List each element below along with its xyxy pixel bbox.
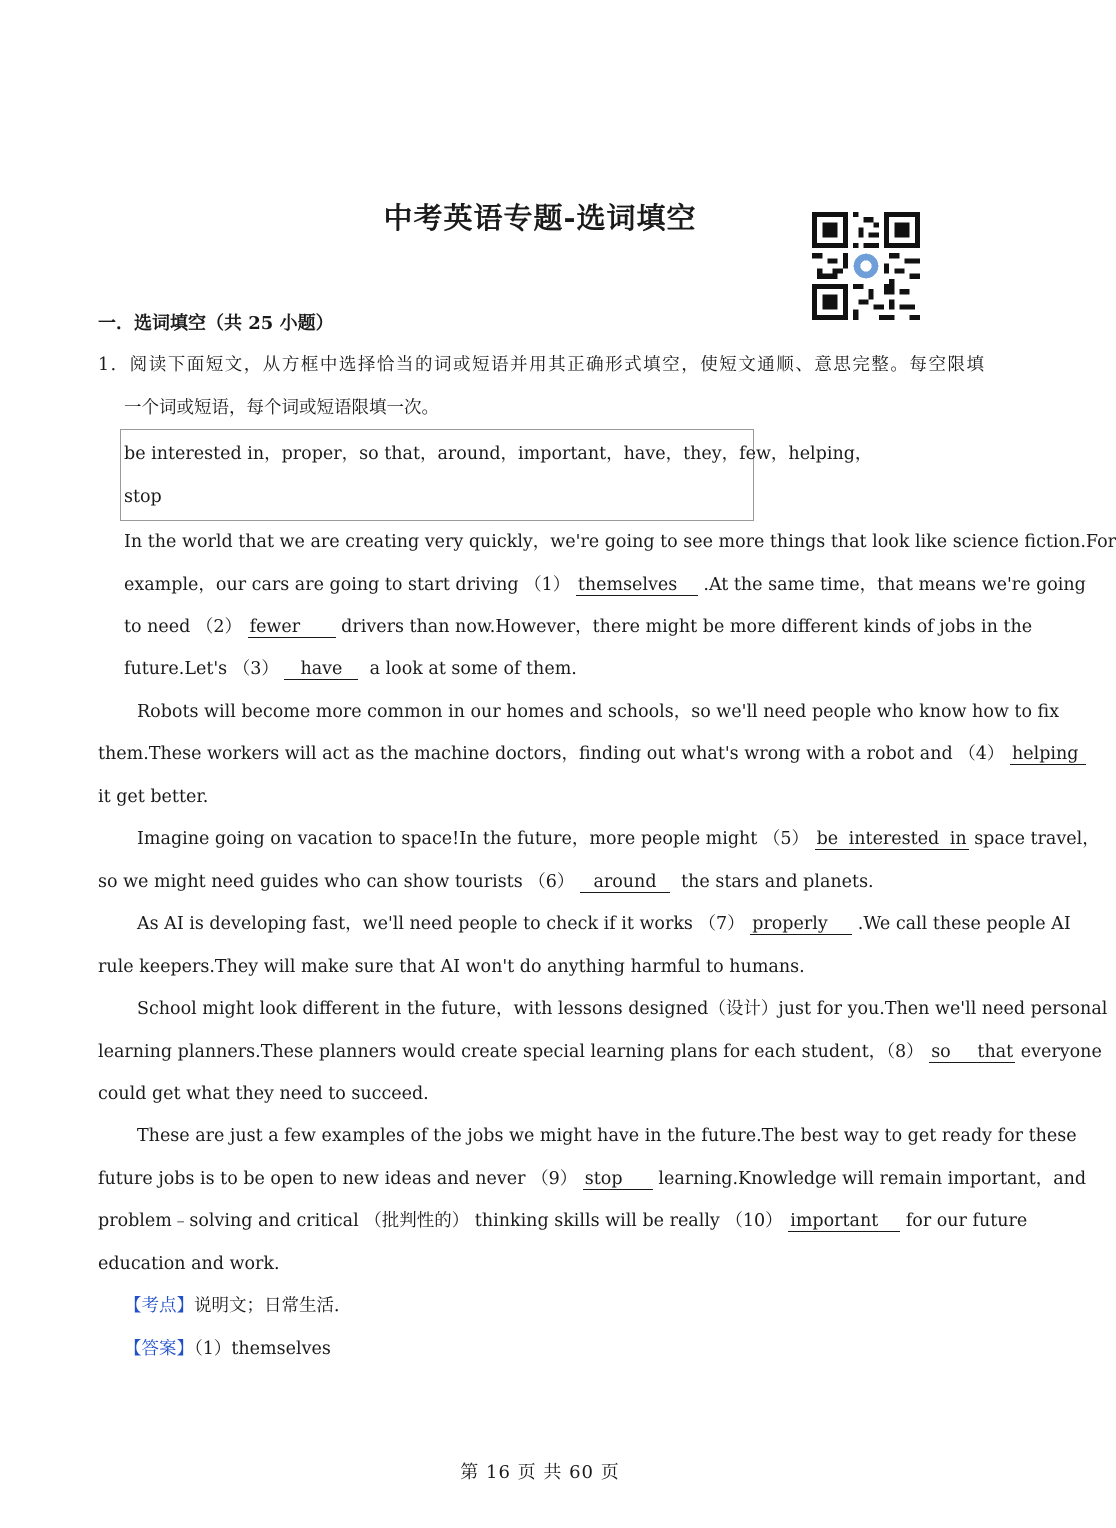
- page-footer: 第 16 页 共 60 页: [460, 1462, 620, 1483]
- answer-text: （1）themselves: [194, 1339, 331, 1359]
- answer-blank-10: important: [788, 1211, 900, 1232]
- passage-line: Robots will become more common in our homes and schools，so we'll need people who know how to fix: [137, 702, 1060, 722]
- passage-text: the stars and planets.: [681, 872, 874, 892]
- passage-text: As AI is developing fast，we'll need people to check if it works （7）: [137, 914, 745, 934]
- passage-text: everyone: [1020, 1042, 1102, 1062]
- answer-blank-8: so that: [931, 1042, 1014, 1062]
- passage-line: could get what they need to succeed.: [98, 1084, 429, 1104]
- passage-text: .We call these people AI: [857, 914, 1071, 934]
- kaodian-text: 说明文；日常生活．: [194, 1296, 352, 1316]
- passage-text: example，our cars are going to start driving （1）: [124, 575, 571, 595]
- passage-text: problem﹣solving and critical （批判性的） thinking skills will be really （10）: [98, 1211, 783, 1231]
- passage-text: learning planners.These planners would create special learning plans for each student，（8）: [98, 1042, 924, 1062]
- answer-row: [124, 1337, 331, 1361]
- question-instruction-line2: 一个词或短语，每个词或短语限填一次。: [124, 398, 439, 418]
- passage-text: a look at some of them.: [369, 659, 577, 679]
- word-box-line2: stop: [124, 487, 162, 507]
- passage-line: it get better.: [98, 787, 209, 807]
- kaodian-row: [124, 1294, 352, 1318]
- passage-text: future.Let's （3）: [124, 659, 279, 679]
- passage-text: learning.Knowledge will remain important，and: [658, 1169, 1087, 1189]
- passage-line: [98, 1167, 1087, 1191]
- passage-text: so we might need guides who can show tourists （6）: [98, 872, 575, 892]
- passage-line: rule keepers.They will make sure that AI won't do anything harmful to humans.: [98, 957, 805, 977]
- passage-line: [98, 870, 874, 894]
- answer-tag: 【答案】: [124, 1339, 194, 1359]
- passage-line: [124, 657, 577, 681]
- passage-line: School might look different in the future，with lessons designed（设计）just for you.Then we'll need personal: [137, 999, 1108, 1019]
- passage-text: space travel，: [974, 829, 1100, 849]
- answer-blank-5: be interested in: [816, 829, 967, 849]
- passage-text: to need （2）: [124, 617, 243, 637]
- passage-line: These are just a few examples of the jobs we might have in the future.The best way to get ready for these: [137, 1126, 1077, 1146]
- passage-text: drivers than now.However，there might be more different kinds of jobs in the: [341, 617, 1033, 637]
- passage-text: .At the same time，that means we're going: [703, 575, 1086, 595]
- section-heading: 一．选词填空（共 25 小题）: [98, 313, 334, 334]
- passage-line: [98, 1209, 1028, 1233]
- answer-blank-4: helping: [1010, 744, 1086, 765]
- passage-text: Imagine going on vacation to space!In the future，more people might （5）: [137, 829, 810, 849]
- passage-line: In the world that we are creating very quickly，we're going to see more things that look like science fiction.For: [124, 532, 1116, 552]
- passage-line: [124, 615, 1033, 639]
- passage-line: education and work.: [98, 1254, 280, 1274]
- passage-text: for our future: [905, 1211, 1028, 1231]
- question-number: 1．: [98, 355, 130, 375]
- answer-blank-2: fewer: [248, 617, 336, 638]
- question-instruction-line1: [98, 353, 984, 377]
- qr-code-icon: [812, 212, 920, 320]
- answer-blank-6: around: [580, 872, 670, 893]
- kaodian-tag: 【考点】: [124, 1296, 194, 1316]
- passage-line: [98, 742, 1079, 766]
- passage-text: them.These workers will act as the machine doctors，finding out what's wrong with a robot and （4）: [98, 744, 1005, 764]
- answer-blank-9: stop: [583, 1169, 653, 1190]
- answer-blank-1: themselves: [576, 575, 698, 596]
- passage-line: [137, 827, 1100, 851]
- page-title: 中考英语专题-选词填空: [383, 201, 697, 235]
- answer-blank-7: properly: [750, 914, 852, 935]
- passage-line: [98, 1040, 1102, 1064]
- passage-line: [124, 573, 1086, 597]
- passage-line: [137, 912, 1071, 936]
- answer-blank-3: have: [284, 659, 358, 680]
- passage-text: future jobs is to be open to new ideas and never （9）: [98, 1169, 578, 1189]
- word-box-line1: be interested in，proper，so that，around，important，have，they，few，helping，: [124, 444, 873, 464]
- instruction-text-1: 阅读下面短文，从方框中选择恰当的词或短语并用其正确形式填空，使短文通顺、意思完整。每空限填: [129, 355, 984, 375]
